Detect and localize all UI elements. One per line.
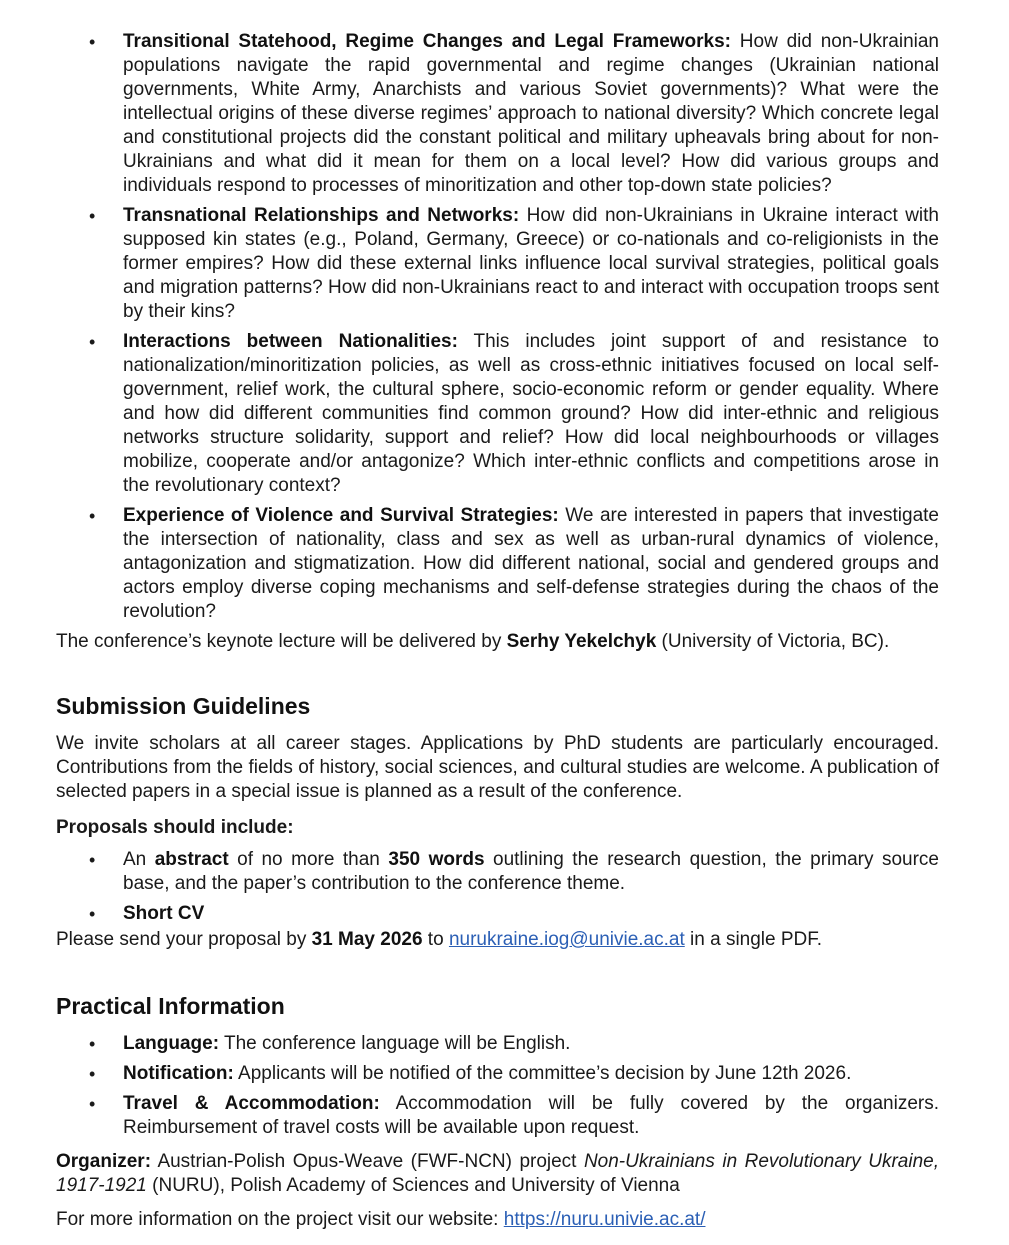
topic-title: Interactions between Nationalities: bbox=[123, 331, 458, 352]
organizer-label: Organizer: bbox=[56, 1151, 152, 1172]
requirement-text: of no more than bbox=[228, 849, 389, 870]
proposal-requirements-list bbox=[56, 848, 939, 926]
topic-title: Experience of Violence and Survival Strategies: bbox=[123, 505, 559, 526]
topic-text: We are interested in papers that investigate the intersection of nationality, class and sex as well as urban-rural dynamics of violence, antagonization and stigmatization. How did different national, social and gendered groups and actors employ diverse coping mechanisms and self-defense strategies during the chaos of the revolution? bbox=[123, 505, 940, 622]
topic-text: This includes joint support of and resistance to nationalization/minoritization policies, as well as cross-ethnic initiatives focused on local self-government, relief work, the cultural sphere, socio-economic reform or gender equality. Where and how did different communities find common ground? How did inter-ethnic and religious networks structure solidarity, support and relief? How did local neighbourhoods or villages mobilize, cooperate and/or antagonize? Which inter-ethnic conflicts and competitions arose in the revolutionary context? bbox=[123, 331, 939, 496]
submission-heading: Submission Guidelines bbox=[56, 693, 311, 719]
practical-heading: Practical Information bbox=[56, 993, 285, 1019]
research-topics-list bbox=[56, 30, 939, 624]
website-text: For more information on the project visit our website: bbox=[56, 1209, 504, 1230]
topic-item bbox=[123, 30, 939, 198]
submission-intro: We invite scholars at all career stages. Applications by PhD students are particularly encouraged. Contributions from the fields of history, social sciences, and cultural studies are welcome. A publication of selected papers in a special issue is planned as a result of the conference. bbox=[56, 733, 939, 802]
practical-item-travel bbox=[123, 1092, 939, 1140]
keynote-affiliation: (University of Victoria, BC). bbox=[656, 631, 890, 652]
practical-info-list bbox=[56, 1032, 939, 1140]
keynote-paragraph bbox=[56, 630, 939, 654]
send-instructions bbox=[56, 928, 939, 952]
topic-text: How did non-Ukrainians in Ukraine interact with supposed kin states (e.g., Poland, Germany, Greece) or co-nationals and co-religionists in the former empires? How did these external links influence local survival strategies, political goals and migration patterns? How did non-Ukrainians react to and interact with occupation troops sent by their kins? bbox=[123, 205, 939, 322]
email-link[interactable]: nurukraine.iog@univie.ac.at bbox=[448, 929, 685, 950]
practical-item-notification bbox=[123, 1062, 939, 1086]
practical-text: Applicants will be notified of the committee’s decision by June 12th 2026. bbox=[233, 1063, 852, 1084]
cv-label: Short CV bbox=[123, 903, 205, 924]
deadline: 31 May 2026 bbox=[311, 929, 423, 950]
requirement-text: outlining the research question, the primary source base, and the paper’s contribution to the conference theme. bbox=[123, 849, 939, 894]
topic-item bbox=[123, 330, 939, 498]
practical-label: Notification: bbox=[123, 1063, 234, 1084]
practical-text: The conference language will be English. bbox=[219, 1033, 571, 1054]
website-link[interactable]: https://nuru.univie.ac.at/ bbox=[503, 1209, 706, 1230]
organizer-text: Austrian-Polish Opus-Weave (FWF-NCN) project bbox=[151, 1151, 584, 1172]
keynote-speaker: Serhy Yekelchyk bbox=[506, 631, 657, 652]
requirement-cv bbox=[123, 902, 939, 926]
project-title: Non-Ukrainians in Revolutionary Ukraine, 1917-1921 bbox=[56, 1151, 939, 1196]
practical-label: Travel & Accommodation: bbox=[123, 1093, 380, 1114]
requirement-text: An bbox=[123, 849, 155, 870]
topic-title: Transnational Relationships and Networks: bbox=[123, 205, 520, 226]
topic-item bbox=[123, 504, 939, 624]
practical-label: Language: bbox=[123, 1033, 220, 1054]
keynote-text: The conference’s keynote lecture will be delivered by bbox=[56, 631, 507, 652]
practical-text: Accommodation will be fully covered by the organizers. Reimbursement of travel costs will be available upon request. bbox=[123, 1093, 940, 1138]
abstract-term: abstract bbox=[154, 849, 229, 870]
send-text: in a single PDF. bbox=[684, 929, 823, 950]
topic-text: How did non-Ukrainian populations navigate the rapid governmental and regime changes (Ukrainian national governments, White Army, Anarchists and various Soviet governments)? What were the intellectual origins of these diverse regimes’ approach to national diversity? Which concrete legal and constitutional projects did the constant political and military upheavals bring about for non-Ukrainians and what did it mean for them on a local level? How did various groups and individuals respond to processes of minoritization and other top-down state policies? bbox=[123, 31, 939, 196]
requirement-abstract bbox=[123, 848, 939, 896]
organizer-paragraph bbox=[56, 1150, 939, 1198]
proposals-label: Proposals should include: bbox=[56, 817, 294, 838]
website-paragraph bbox=[56, 1208, 939, 1232]
send-text: to bbox=[422, 929, 449, 950]
send-text: Please send your proposal by bbox=[56, 929, 312, 950]
practical-item-language bbox=[123, 1032, 939, 1056]
topic-item bbox=[123, 204, 939, 324]
organizer-text: (NURU), Polish Academy of Sciences and University of Vienna bbox=[146, 1175, 680, 1196]
word-limit: 350 words bbox=[388, 849, 485, 870]
topic-title: Transitional Statehood, Regime Changes and Legal Frameworks: bbox=[123, 31, 732, 52]
